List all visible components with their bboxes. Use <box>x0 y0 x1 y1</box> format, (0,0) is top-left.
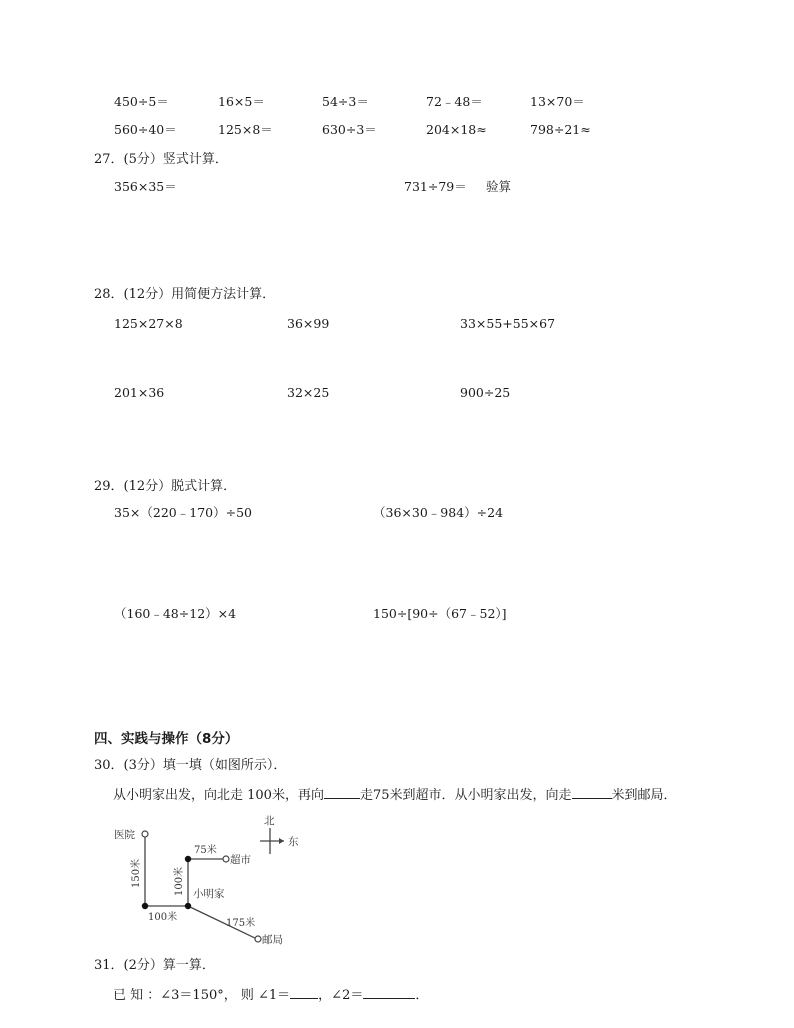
q28-item: 33×55+55×67 <box>460 316 556 331</box>
supermarket-point <box>223 856 229 862</box>
distance-label: 150米 <box>131 858 142 888</box>
oral-item: 16×5＝ <box>218 94 265 109</box>
q30-text-b: 走75米到超市．从小明家出发，向走 <box>359 788 572 803</box>
oral-item: 125×8＝ <box>218 122 273 137</box>
q29-item: （160﹣48÷12）×4 <box>114 606 237 621</box>
oral-item: 204×18≈ <box>426 122 487 137</box>
q31-sentence <box>113 986 428 1004</box>
q27-heading: 27．(5分）竖式计算． <box>94 152 228 167</box>
q27-item: 356×35＝ <box>114 179 177 194</box>
q29-item: 35×（220﹣170）÷50 <box>114 505 252 520</box>
q30-heading: 30．(3分）填一填（如图所示）． <box>94 758 287 773</box>
q27-check-label: 验算 <box>486 179 512 194</box>
q28-item: 201×36 <box>114 385 165 400</box>
q28-item: 32×25 <box>287 385 330 400</box>
q28-item: 900÷25 <box>460 385 511 400</box>
q29-item: 150÷[90÷（67﹣52）] <box>373 606 507 621</box>
q29-item: （36×30﹣984）÷24 <box>373 505 504 520</box>
post-office-point <box>255 936 261 942</box>
oral-item: 560÷40＝ <box>114 122 177 137</box>
home-label: 小明家 <box>193 888 225 900</box>
q28-heading: 28．(12分）用简便方法计算． <box>94 287 276 302</box>
q30-sentence <box>113 786 677 804</box>
post-office-label: 邮局 <box>262 934 283 946</box>
distance-label: 175米 <box>226 918 256 929</box>
q31-text-period: ． <box>415 988 429 1003</box>
map-diagram <box>100 808 320 950</box>
hospital-point <box>142 831 148 837</box>
oral-item: 630÷3＝ <box>322 122 377 137</box>
oral-item: 450÷5＝ <box>114 94 169 109</box>
north-label: 北 <box>264 815 275 827</box>
east-arrow-icon <box>279 838 284 844</box>
corner-point <box>142 903 148 909</box>
hospital-label: 医院 <box>114 829 135 841</box>
turn-point <box>185 856 191 862</box>
oral-item: 72﹣48＝ <box>426 94 483 109</box>
q31-text-known: 已 知 ：∠3＝150°， 则 ∠1＝ <box>113 988 291 1003</box>
q31-text-comma: ，∠2＝ <box>318 988 364 1003</box>
distance-label: 100米 <box>174 866 185 896</box>
q27-item: 731÷79＝ <box>404 179 467 194</box>
answer-blank[interactable] <box>572 786 612 799</box>
distance-label: 75米 <box>194 845 217 856</box>
supermarket-label: 超市 <box>230 854 251 866</box>
angle1-blank[interactable] <box>290 986 318 999</box>
answer-blank[interactable] <box>324 786 360 799</box>
oral-item: 798÷21≈ <box>530 122 591 137</box>
q28-item: 125×27×8 <box>114 316 183 331</box>
oral-item: 13×70＝ <box>530 94 585 109</box>
q31-heading: 31．(2分）算一算． <box>94 958 215 973</box>
q29-heading: 29．(12分）脱式计算． <box>94 479 237 494</box>
q30-text-a: 从小明家出发，向北走 100米，再向 <box>113 788 324 803</box>
q28-item: 36×99 <box>287 316 330 331</box>
oral-item: 54÷3＝ <box>322 94 369 109</box>
distance-label: 100米 <box>148 912 178 923</box>
q30-text-c: 米到邮局． <box>611 788 677 803</box>
east-label: 东 <box>288 836 299 848</box>
home-point <box>185 903 191 909</box>
section-title: 四、实践与操作（8分） <box>94 731 239 747</box>
angle2-blank[interactable] <box>363 986 415 999</box>
